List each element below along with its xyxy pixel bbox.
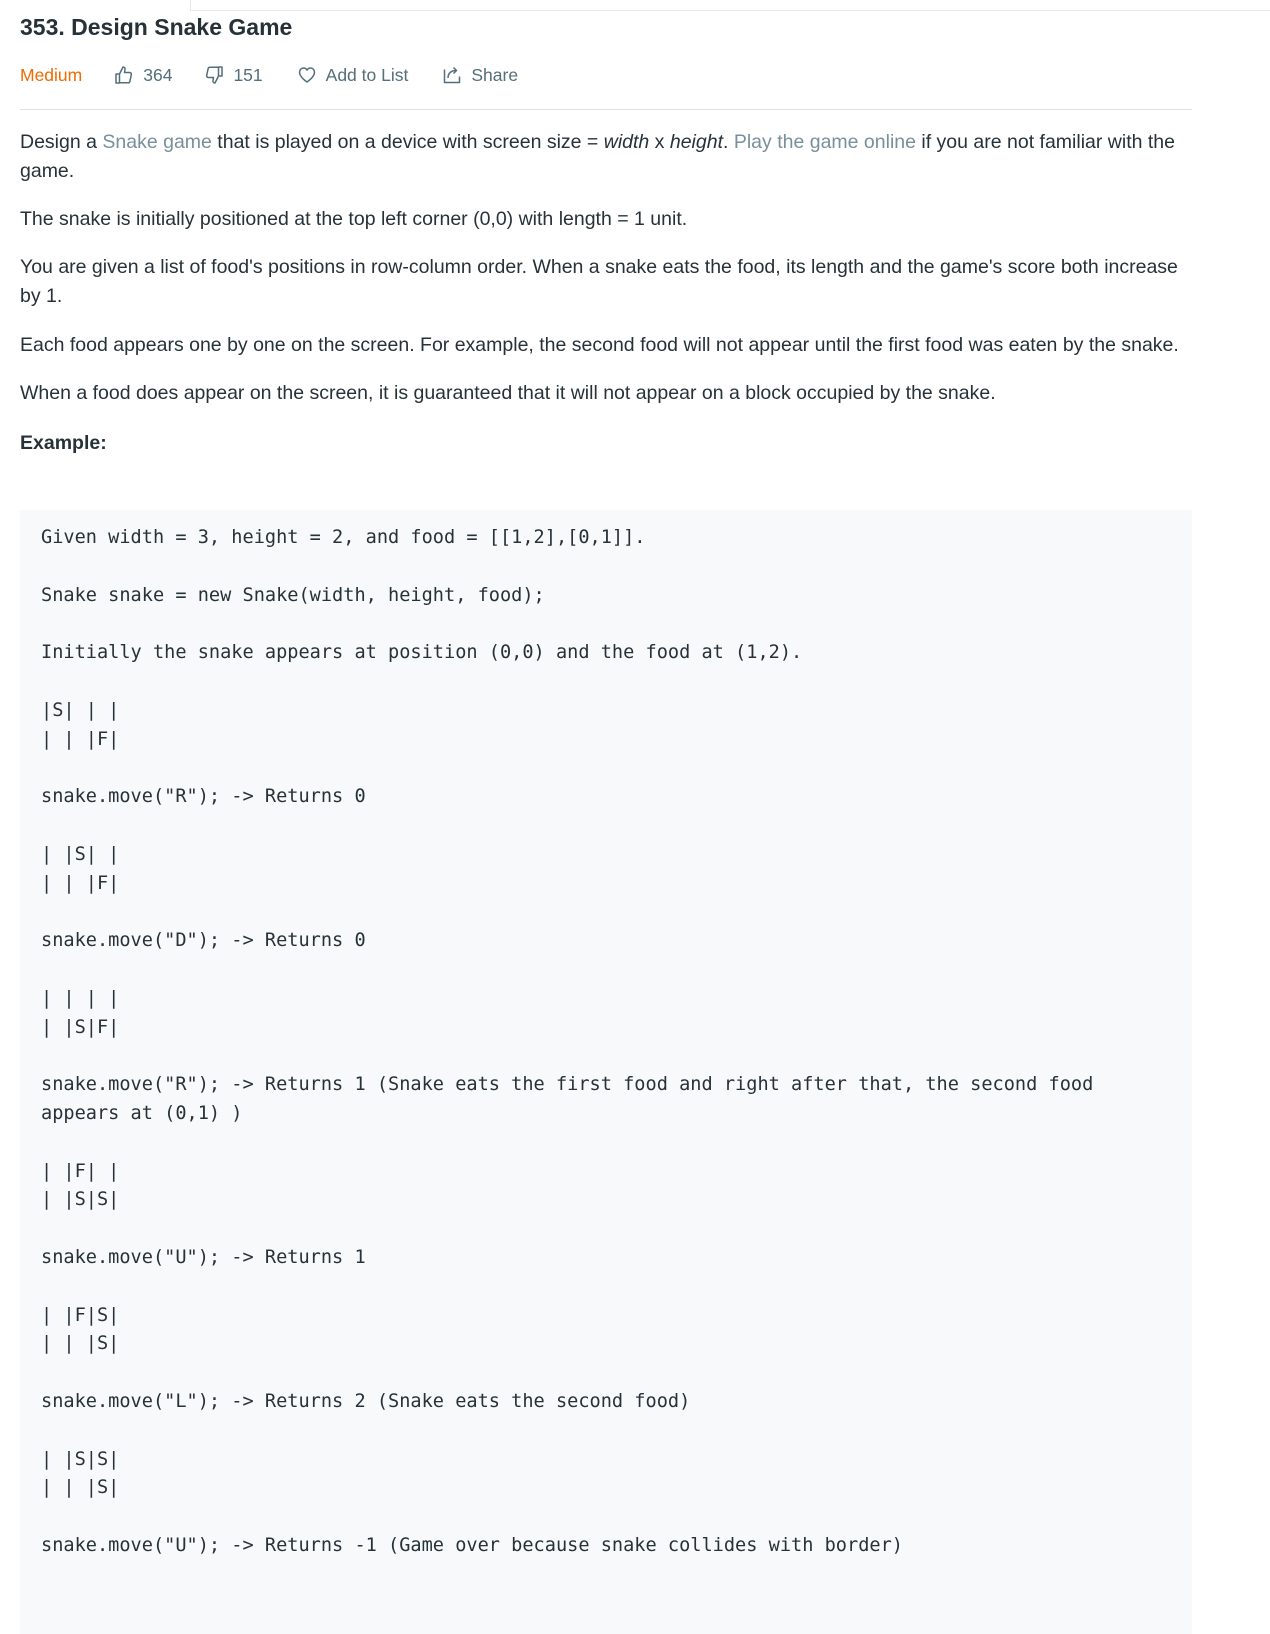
share-icon (442, 65, 462, 85)
code-line: | |F|S| (41, 1304, 120, 1326)
share-label: Share (471, 64, 519, 85)
dislike-button[interactable] (204, 65, 262, 86)
code-line: snake.move("R"); -> Returns 0 (41, 786, 366, 808)
description-paragraph-4: Each food appears one by one on the screen. For example, the second food will not appear until the first food was eaten by the snake. (20, 334, 1179, 356)
snake-game-link[interactable]: Snake game (102, 131, 212, 153)
header-divider (20, 109, 1192, 110)
description-paragraph-2: The snake is initially positioned at the top left corner (0,0) with length = 1 unit. (20, 208, 688, 230)
code-line: | | |F| (41, 872, 120, 894)
problem-meta-bar (20, 62, 518, 88)
desc-text: x (649, 131, 670, 153)
example-heading: Example: (20, 432, 107, 454)
code-line (41, 1359, 1192, 1388)
description-paragraph-3: You are given a list of food's positions in row-column order. When a snake eats the food, its length and the game's score both increase by 1. (20, 256, 1178, 307)
desc-text: if you are not familiar with the game. (20, 131, 1176, 182)
code-line (41, 1273, 1192, 1302)
like-count: 364 (143, 64, 173, 85)
code-line: snake.move("D"); -> Returns 0 (41, 930, 366, 952)
code-line: | |S| | (41, 843, 120, 865)
code-line: | | | | (41, 987, 120, 1009)
code-line: | | |S| (41, 1477, 120, 1499)
code-line (41, 1503, 1192, 1532)
code-line: Initially the snake appears at position (0,0) and the food at (1,2). (41, 642, 803, 664)
code-line (41, 898, 1192, 927)
description-paragraph-5: When a food does appear on the screen, it is guaranteed that it will not appear on a block occupied by the snake. (20, 382, 996, 404)
code-line: | |S|F| (41, 1016, 120, 1038)
desc-text: . (723, 131, 734, 153)
code-line: appears at (0,1) ) (41, 1102, 243, 1124)
code-line (41, 956, 1192, 985)
thumbs-up-icon (114, 65, 134, 85)
add-to-list-label: Add to List (325, 64, 409, 85)
problem-title: 353. Design Snake Game (20, 14, 293, 40)
code-line: | | |S| (41, 1333, 120, 1355)
like-button[interactable] (114, 65, 172, 86)
code-line (41, 1129, 1192, 1158)
code-line: | | |F| (41, 728, 120, 750)
code-line: snake.move("U"); -> Returns -1 (Game over because snake collides with border) (41, 1534, 903, 1556)
code-line: snake.move("U"); -> Returns 1 (41, 1246, 366, 1268)
desc-text: that is played on a device with screen size = (211, 131, 604, 153)
code-line (41, 812, 1192, 841)
difficulty-label: Medium (20, 64, 83, 85)
example-code-block (20, 510, 1192, 1634)
code-line (41, 754, 1192, 783)
code-line: | |F| | (41, 1160, 120, 1182)
code-line: | |S|S| (41, 1189, 120, 1211)
code-line (41, 1042, 1192, 1071)
code-line: | |S|S| (41, 1448, 120, 1470)
code-line: snake.move("R"); -> Returns 1 (Snake eats the first food and right after that, the second food (41, 1074, 1094, 1096)
description-paragraph-1 (20, 128, 1192, 186)
height-term: height (669, 131, 723, 153)
code-line: Given width = 3, height = 2, and food = [[1,2],[0,1]]. (41, 527, 646, 548)
width-term: width (603, 131, 650, 153)
top-panel-border (190, 10, 1270, 11)
code-line (41, 553, 1192, 582)
add-to-list-button[interactable] (297, 65, 409, 86)
desc-text: Design a (20, 131, 103, 153)
code-line: Snake snake = new Snake(width, height, food); (41, 584, 545, 606)
code-line: |S| | | (41, 699, 120, 721)
dislike-count: 151 (233, 64, 263, 85)
code-line (41, 1417, 1192, 1446)
code-line: snake.move("L"); -> Returns 2 (Snake eats the second food) (41, 1390, 691, 1412)
top-panel-edge (190, 0, 191, 10)
thumbs-down-icon (204, 65, 224, 85)
heart-icon (297, 65, 317, 85)
code-line (41, 668, 1192, 697)
problem-description (20, 128, 1192, 458)
play-game-online-link[interactable]: Play the game online (733, 131, 916, 153)
share-button[interactable] (442, 65, 518, 86)
code-line (41, 1215, 1192, 1244)
code-line (41, 610, 1192, 639)
